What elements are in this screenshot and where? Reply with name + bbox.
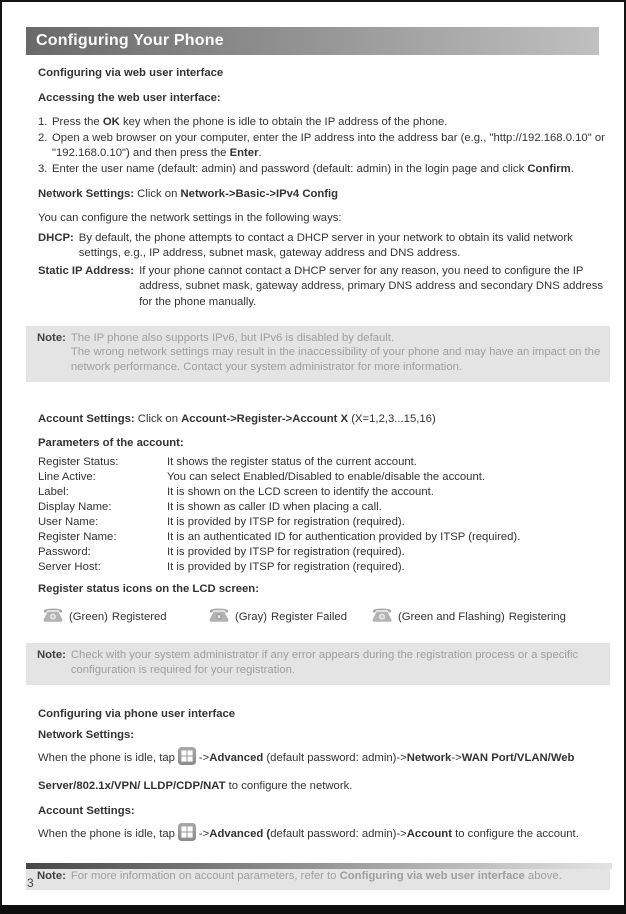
- param-desc: It is provided by ITSP for registration (required).: [167, 516, 405, 529]
- status-item-failed: [208, 607, 371, 629]
- table-row: [38, 560, 608, 574]
- param-term: User Name:: [38, 516, 99, 529]
- table-row: [38, 470, 608, 484]
- list-item: [38, 115, 608, 131]
- status-label: Registered: [111, 610, 167, 623]
- param-term: Line Active:: [38, 471, 96, 484]
- step-number: 2.: [38, 131, 48, 144]
- table-row: [38, 515, 608, 529]
- param-desc: It is shown as caller ID when placing a call.: [167, 501, 382, 514]
- step-number: 1.: [38, 116, 48, 129]
- note-line: The wrong network settings may result in the inaccessibility of your phone and may have an impact on the network performance. Contact your system administrator for more information.: [70, 346, 601, 374]
- page-bottom-edge: [0, 905, 626, 914]
- paragraph-text: When the phone is idle, tap: [38, 751, 175, 764]
- param-term: Display Name:: [38, 501, 112, 514]
- phone-registered-icon: [42, 607, 64, 629]
- table-row: [38, 530, 608, 544]
- ways-intro: You can configure the network settings in the following ways:: [38, 212, 342, 225]
- note-line: Check with your system administrator if any error appears during the registration process or a specific configuration is required for your registration.: [70, 649, 579, 677]
- param-desc: It is provided by ITSP for registration (required).: [167, 546, 405, 559]
- table-row: [38, 500, 608, 514]
- param-desc: It is an authenticated ID for authentication provided by ITSP (required).: [167, 531, 521, 544]
- note-box-registration: [26, 643, 610, 685]
- dhcp-term: DHCP:: [38, 231, 74, 244]
- status-item-registered: [42, 607, 208, 629]
- status-icons-row: [38, 607, 608, 629]
- register-icons-heading: Register status icons on the LCD screen:: [38, 583, 259, 596]
- param-term: Register Name:: [38, 531, 117, 544]
- list-item: [38, 162, 608, 178]
- step-text: Enter the user name (default: admin) and password (default: admin) in the login page and click Confirm.: [52, 162, 574, 175]
- table-row: [38, 455, 608, 469]
- grid-menu-icon: [178, 756, 196, 768]
- note-body: [71, 869, 562, 884]
- note-label: Note:: [37, 649, 66, 662]
- web-ui-section-title: Configuring via web user interface: [38, 67, 224, 79]
- status-state: (Green and Flashing): [398, 610, 505, 623]
- note-line: For more information on account parameters, refer to Configuring via web user interface above.: [70, 869, 562, 882]
- phone-registering-icon: [371, 607, 393, 629]
- param-term: Label:: [38, 486, 69, 499]
- phone-ui-account-heading: Account Settings:: [38, 804, 135, 817]
- network-settings-path: Network Settings: Click on Network->Basic->IPv4 Config: [38, 188, 339, 201]
- parameters-heading: Parameters of the account:: [38, 437, 184, 450]
- note-label: Note:: [37, 331, 66, 344]
- param-term: Server Host:: [38, 561, 101, 574]
- param-desc: You can select Enabled/Disabled to enable/disable the account.: [167, 471, 486, 484]
- account-settings-path: Account Settings: Click on Account->Register->Account X (X=1,2,3...15,16): [38, 412, 436, 425]
- static-ip-definition: [38, 264, 608, 311]
- grid-menu-icon: [178, 832, 196, 844]
- parameters-table: [38, 455, 608, 574]
- status-label: Register Failed: [271, 610, 347, 623]
- dhcp-definition: [38, 231, 608, 262]
- phone-ui-section-title: Configuring via phone user interface: [38, 707, 236, 720]
- paragraph-text: ->Advanced (default password: admin)->Account to configure the account.: [198, 827, 579, 840]
- note-box-ipv6: [26, 326, 610, 382]
- table-row: [38, 545, 608, 559]
- step-text: Open a web browser on your computer, enter the IP address into the address bar (e.g., "http://192.168.0.10" or "192.168.0.10") and then press the Enter.: [52, 131, 605, 160]
- note-body: [71, 331, 604, 375]
- access-heading: Accessing the web user interface:: [38, 91, 221, 104]
- param-desc: It is provided by ITSP for registration (required).: [167, 561, 405, 574]
- param-desc: It is shown on the LCD screen to identify the account.: [167, 486, 434, 499]
- phone-failed-icon: [208, 607, 230, 629]
- phone-ui-network-heading: Network Settings:: [38, 729, 135, 742]
- phone-ui-network-paragraph: [38, 746, 608, 798]
- footer-divider: [26, 863, 612, 869]
- step-number: 3.: [38, 162, 48, 175]
- param-term: Password:: [38, 546, 91, 559]
- table-row: [38, 485, 608, 499]
- status-state: (Gray): [235, 610, 268, 623]
- note-label: Note:: [37, 869, 66, 882]
- note-body: [71, 648, 604, 678]
- paragraph-text: ->Advanced (default password: admin)->Network->WAN Port/VLAN/Web Server/802.1x/VPN/ LLDP/CDP/NAT to configure the network.: [38, 751, 575, 792]
- static-ip-description: If your phone cannot contact a DHCP server for any reason, you need to configure the IP address, subnet mask, gateway address, primary DNS address and secondary DNS address for the phone manually.: [139, 264, 604, 308]
- step-text: Press the OK key when the phone is idle to obtain the IP address of the phone.: [52, 116, 448, 129]
- paragraph-text: When the phone is idle, tap: [38, 827, 175, 840]
- status-label: Registering: [508, 610, 566, 623]
- param-desc: It shows the register status of the current account.: [167, 456, 417, 469]
- page-number: 3: [27, 876, 34, 890]
- list-item: [38, 131, 608, 162]
- web-ui-steps: [38, 115, 608, 177]
- dhcp-description: By default, the phone attempts to contact a DHCP server in your network to obtain its valid network settings, e.g., IP address, subnet mask, gateway address and DNS address.: [78, 231, 573, 260]
- phone-ui-account-paragraph: [38, 822, 608, 850]
- status-item-registering: [371, 607, 566, 629]
- note-line: The IP phone also supports IPv6, but IPv6 is disabled by default.: [70, 331, 395, 344]
- static-ip-term: Static IP Address:: [38, 264, 135, 277]
- page-title: Configuring Your Phone: [26, 27, 599, 55]
- param-term: Register Status:: [38, 456, 119, 469]
- page-content: [2, 66, 624, 890]
- status-state: (Green): [69, 610, 108, 623]
